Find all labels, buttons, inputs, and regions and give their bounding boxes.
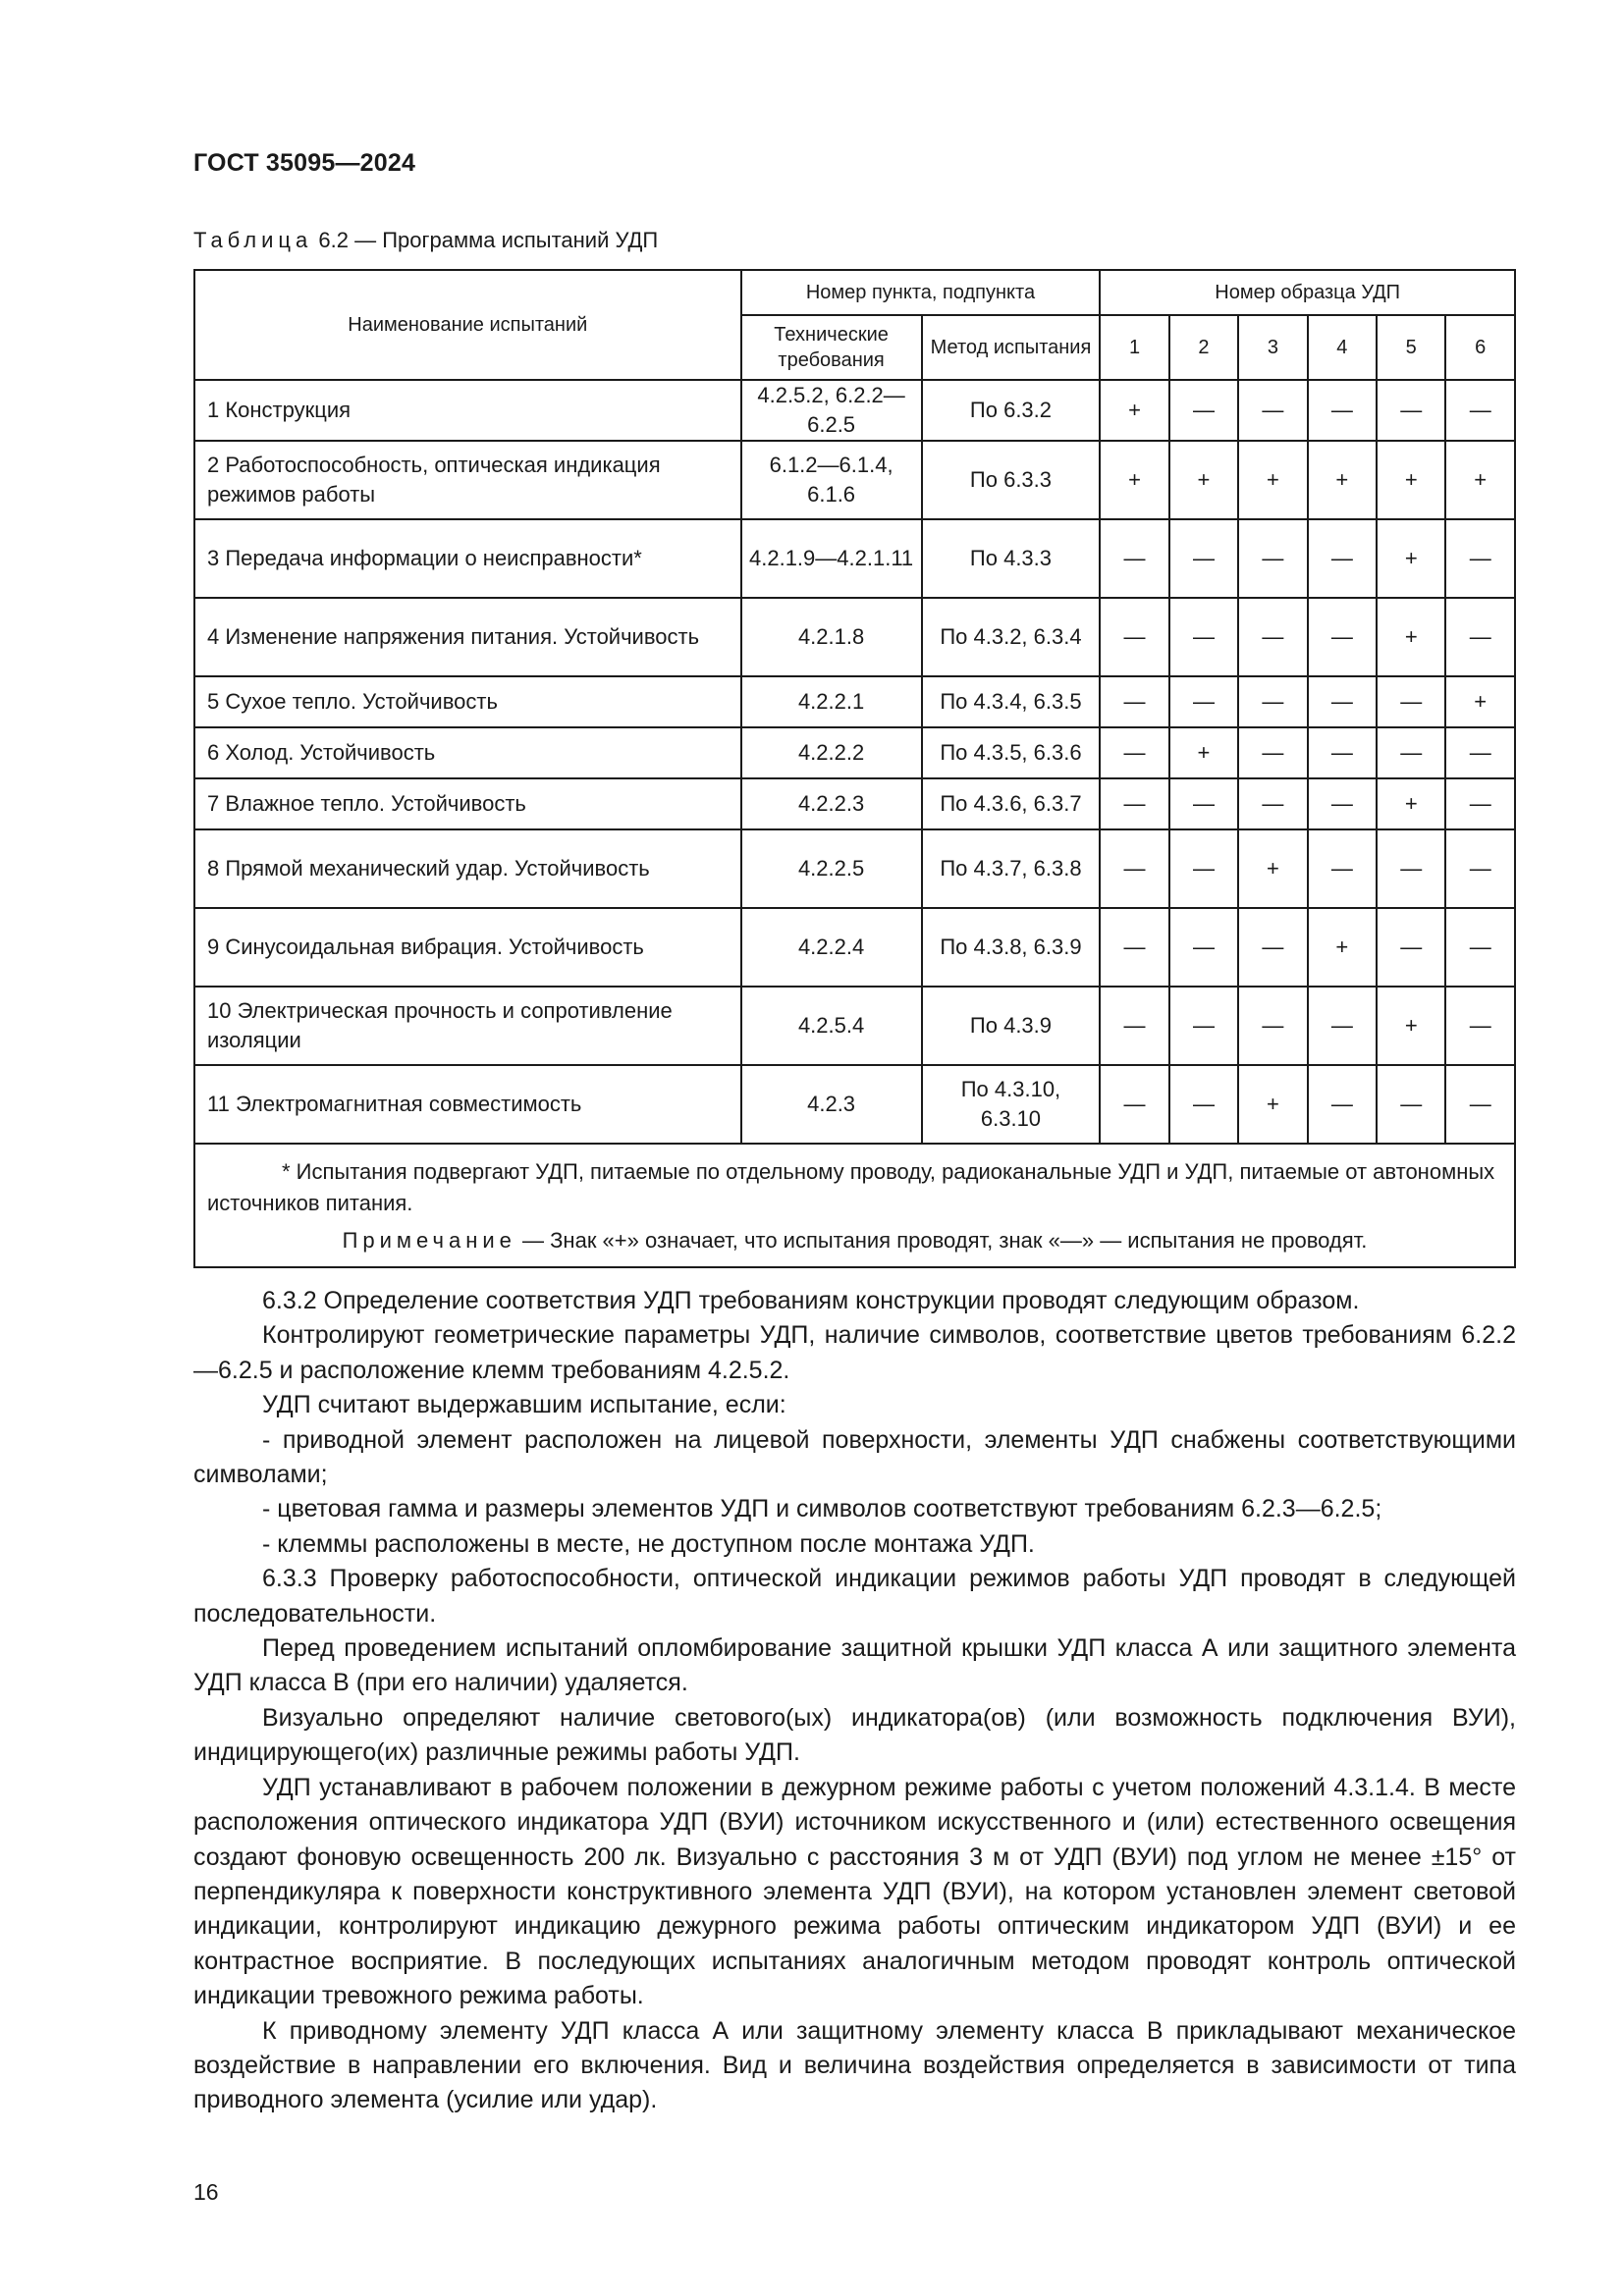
body-text	[193, 1284, 1516, 2118]
sample-mark: —	[1238, 987, 1307, 1065]
test-name: 7 Влажное тепло. Устойчивость	[194, 778, 741, 829]
header-sample-1: 1	[1100, 315, 1168, 380]
test-method: По 4.3.8, 6.3.9	[922, 908, 1101, 987]
sample-mark: +	[1169, 727, 1238, 778]
table-row	[194, 380, 1515, 441]
sample-mark: +	[1238, 829, 1307, 908]
test-method: По 6.3.3	[922, 441, 1101, 519]
sample-mark: —	[1238, 380, 1307, 441]
tech-requirement: 4.2.2.3	[741, 778, 922, 829]
table-row	[194, 908, 1515, 987]
sample-mark: —	[1377, 676, 1445, 727]
sample-mark: —	[1445, 519, 1515, 598]
table-footer-row	[194, 1144, 1515, 1267]
paragraph: Контролируют геометрические параметры УДП, наличие символов, соответствие цветов требованиям 6.2.2—6.2.5 и расположение клемм требованиям 4.2.5.2.	[193, 1321, 1516, 1384]
sample-mark: —	[1100, 987, 1168, 1065]
sample-mark: —	[1238, 598, 1307, 676]
sample-mark: —	[1445, 380, 1515, 441]
table-caption-label: Таблица	[193, 228, 313, 252]
sample-mark: —	[1169, 598, 1238, 676]
sample-mark: +	[1377, 778, 1445, 829]
sample-mark: —	[1308, 519, 1377, 598]
sample-mark: —	[1308, 778, 1377, 829]
table-row	[194, 676, 1515, 727]
tech-requirement: 4.2.1.9—4.2.1.11	[741, 519, 922, 598]
sample-mark: —	[1377, 829, 1445, 908]
sample-mark: —	[1308, 829, 1377, 908]
tech-requirement: 4.2.2.4	[741, 908, 922, 987]
table-row	[194, 829, 1515, 908]
sample-mark: +	[1238, 441, 1307, 519]
sample-mark: +	[1377, 987, 1445, 1065]
sample-mark: —	[1100, 908, 1168, 987]
paragraph: 6.3.3 Проверку работоспособности, оптической индикации режимов работы УДП проводят в следующей последовательности.	[193, 1565, 1516, 1628]
table-row	[194, 1065, 1515, 1144]
sample-mark: —	[1169, 908, 1238, 987]
page-number: 16	[193, 2179, 219, 2205]
sample-mark: —	[1308, 1065, 1377, 1144]
list-item: - цветовая гамма и размеры элементов УДП и символов соответствуют требованиям 6.2.3—6.2.5;	[262, 1495, 1382, 1523]
sample-mark: +	[1445, 441, 1515, 519]
sample-mark: +	[1377, 519, 1445, 598]
sample-mark: —	[1238, 676, 1307, 727]
sample-mark: —	[1169, 1065, 1238, 1144]
sample-mark: —	[1169, 380, 1238, 441]
header-sample-3: 3	[1238, 315, 1307, 380]
sample-mark: —	[1100, 1065, 1168, 1144]
test-method: По 4.3.4, 6.3.5	[922, 676, 1101, 727]
sample-mark: —	[1445, 829, 1515, 908]
table-row	[194, 727, 1515, 778]
header-test-name: Наименование испытаний	[194, 270, 741, 380]
test-method: По 6.3.2	[922, 380, 1101, 441]
table-footer	[194, 1144, 1515, 1267]
test-method: По 4.3.10, 6.3.10	[922, 1065, 1101, 1144]
test-name: 4 Изменение напряжения питания. Устойчивость	[194, 598, 741, 676]
tech-requirement: 4.2.5.4	[741, 987, 922, 1065]
table-note	[207, 1225, 1502, 1256]
sample-mark: +	[1308, 908, 1377, 987]
sample-mark: —	[1238, 778, 1307, 829]
tech-requirement: 4.2.2.5	[741, 829, 922, 908]
sample-mark: +	[1308, 441, 1377, 519]
sample-mark: —	[1169, 829, 1238, 908]
tech-requirement: 4.2.1.8	[741, 598, 922, 676]
sample-mark: +	[1238, 1065, 1307, 1144]
table-row	[194, 519, 1515, 598]
sample-mark: —	[1308, 380, 1377, 441]
test-method: По 4.3.6, 6.3.7	[922, 778, 1101, 829]
test-name: 1 Конструкция	[194, 380, 741, 441]
paragraph: К приводному элементу УДП класса А или защитному элементу класса В прикладывают механическое воздействие в направлении его включения. Вид и величина воздействия определяется в зависимости от типа приводного элемента (усилие или удар).	[193, 2016, 1516, 2114]
sample-mark: +	[1169, 441, 1238, 519]
list-item: - приводной элемент расположен на лицевой поверхности, элементы УДП снабжены соответствующими символами;	[193, 1425, 1516, 1489]
test-method: По 4.3.9	[922, 987, 1101, 1065]
sample-mark: —	[1238, 519, 1307, 598]
sample-mark: +	[1100, 441, 1168, 519]
sample-mark: —	[1308, 727, 1377, 778]
table-row	[194, 778, 1515, 829]
sample-mark: —	[1100, 778, 1168, 829]
sample-mark: —	[1308, 598, 1377, 676]
sample-mark: —	[1169, 676, 1238, 727]
sample-mark: —	[1238, 908, 1307, 987]
header-tech-requirements: Технические требования	[741, 315, 922, 380]
test-name: 10 Электрическая прочность и сопротивление изоляции	[194, 987, 741, 1065]
test-name: 8 Прямой механический удар. Устойчивость	[194, 829, 741, 908]
sample-mark: —	[1445, 778, 1515, 829]
sample-mark: —	[1169, 519, 1238, 598]
sample-mark: +	[1377, 441, 1445, 519]
sample-mark: —	[1445, 908, 1515, 987]
sample-mark: —	[1445, 987, 1515, 1065]
paragraph: УДП устанавливают в рабочем положении в дежурном режиме работы с учетом положений 4.3.1.4. В месте расположения оптического индикатора УДП (ВУИ) источником искусственного и (или) естественного освещения создают фоновую освещенность 200 лк. Визуально с расстояния 3 м от УДП (ВУИ) под углом не менее ±15° от перпендикуляра к поверхности конструктивного элемента УДП (ВУИ), на котором установлен элемент световой индикации, контролируют индикацию дежурного режима работы оптическим индикатором УДП (ВУИ) и ее контрастное восприятие. В последующих испытаниях аналогичным методом проводят контроль оптической индикации тревожного режима работы.	[193, 1773, 1516, 2010]
sample-mark: —	[1100, 519, 1168, 598]
note-label: Примечание	[342, 1228, 516, 1253]
table-footnote: * Испытания подвергают УДП, питаемые по отдельному проводу, радиоканальные УДП и УДП, питаемые от автономных источников питания.	[207, 1159, 1495, 1215]
sample-mark: +	[1445, 676, 1515, 727]
sample-mark: —	[1169, 778, 1238, 829]
sample-mark: —	[1100, 676, 1168, 727]
sample-mark: —	[1308, 676, 1377, 727]
sample-mark: —	[1100, 727, 1168, 778]
sample-mark: —	[1445, 1065, 1515, 1144]
test-name: 9 Синусоидальная вибрация. Устойчивость	[194, 908, 741, 987]
sample-mark: +	[1377, 598, 1445, 676]
table-row	[194, 598, 1515, 676]
sample-mark: +	[1100, 380, 1168, 441]
header-sample-group: Номер образца УДП	[1100, 270, 1515, 315]
header-test-method: Метод испытания	[922, 315, 1101, 380]
test-method: По 4.3.7, 6.3.8	[922, 829, 1101, 908]
test-program-table	[193, 269, 1516, 1268]
header-sample-6: 6	[1445, 315, 1515, 380]
tech-requirement: 4.2.5.2, 6.2.2—6.2.5	[741, 380, 922, 441]
sample-mark: —	[1100, 829, 1168, 908]
header-clause-group: Номер пункта, подпункта	[741, 270, 1101, 315]
sample-mark: —	[1445, 598, 1515, 676]
header-sample-4: 4	[1308, 315, 1377, 380]
sample-mark: —	[1445, 727, 1515, 778]
sample-mark: —	[1308, 987, 1377, 1065]
paragraph: УДП считают выдержавшим испытание, если:	[262, 1391, 786, 1419]
sample-mark: —	[1377, 1065, 1445, 1144]
tech-requirement: 6.1.2—6.1.4, 6.1.6	[741, 441, 922, 519]
sample-mark: —	[1377, 727, 1445, 778]
sample-mark: —	[1100, 598, 1168, 676]
tech-requirement: 4.2.2.1	[741, 676, 922, 727]
paragraph: 6.3.2 Определение соответствия УДП требованиям конструкции проводят следующим образом.	[262, 1287, 1360, 1314]
test-name: 5 Сухое тепло. Устойчивость	[194, 676, 741, 727]
table-caption	[193, 228, 658, 253]
test-name: 2 Работоспособность, оптическая индикация режимов работы	[194, 441, 741, 519]
table-row	[194, 441, 1515, 519]
sample-mark: —	[1238, 727, 1307, 778]
tech-requirement: 4.2.2.2	[741, 727, 922, 778]
document-header: ГОСТ 35095—2024	[193, 149, 416, 177]
sample-mark: —	[1377, 908, 1445, 987]
tech-requirement: 4.2.3	[741, 1065, 922, 1144]
list-item: - клеммы расположены в месте, не доступном после монтажа УДП.	[262, 1529, 1035, 1558]
sample-mark: —	[1377, 380, 1445, 441]
test-name: 3 Передача информации о неисправности*	[194, 519, 741, 598]
paragraph: Перед проведением испытаний опломбирование защитной крышки УДП класса А или защитного элемента УДП класса В (при его наличии) удаляется.	[193, 1634, 1516, 1697]
test-name: 11 Электромагнитная совместимость	[194, 1065, 741, 1144]
header-sample-5: 5	[1377, 315, 1445, 380]
test-method: По 4.3.3	[922, 519, 1101, 598]
header-sample-2: 2	[1169, 315, 1238, 380]
sample-mark: —	[1169, 987, 1238, 1065]
table-row	[194, 987, 1515, 1065]
table-caption-text: 6.2 — Программа испытаний УДП	[318, 228, 659, 252]
test-method: По 4.3.5, 6.3.6	[922, 727, 1101, 778]
test-method: По 4.3.2, 6.3.4	[922, 598, 1101, 676]
test-name: 6 Холод. Устойчивость	[194, 727, 741, 778]
note-text: — Знак «+» означает, что испытания проводят, знак «—» — испытания не проводят.	[515, 1228, 1368, 1253]
paragraph: Визуально определяют наличие светового(ых) индикатора(ов) (или возможность подключения ВУИ), индицирующего(их) различные режимы работы УДП.	[193, 1703, 1516, 1767]
